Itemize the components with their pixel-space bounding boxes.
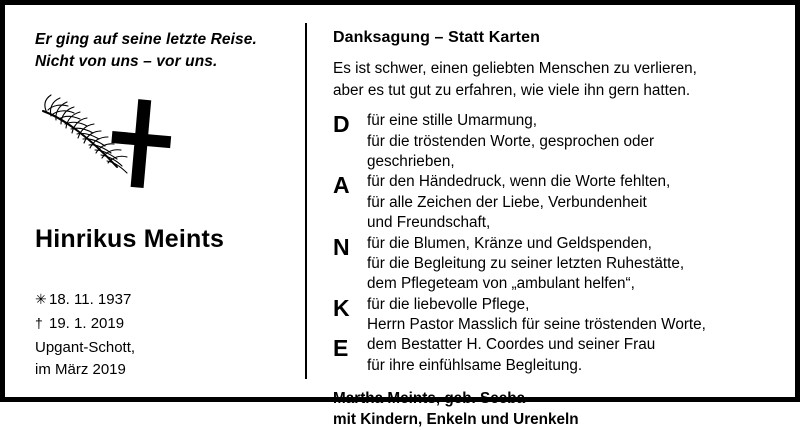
- danke-row: [333, 111, 777, 172]
- page-title: Danksagung – Statt Karten: [333, 29, 540, 46]
- deceased-name: Hinrikus Meints: [35, 225, 225, 253]
- danke-line: für die Begleitung zu seiner letzten Ruhestätte,: [367, 254, 685, 272]
- cross-and-palm-frond-icon: [39, 93, 189, 189]
- danke-row: [333, 234, 777, 295]
- left-column: [5, 5, 305, 397]
- danke-line: für ihre einfühlsame Begleitung.: [367, 356, 583, 374]
- intro-line: Es ist schwer, einen geliebten Menschen zu verlieren,: [333, 60, 697, 77]
- danke-letter: D: [333, 111, 350, 138]
- place-line: im März 2019: [35, 361, 126, 379]
- right-column: [307, 5, 795, 429]
- epitaph: [35, 29, 287, 73]
- danke-line: für alle Zeichen der Liebe, Verbundenheit: [367, 193, 647, 211]
- signature-line: Martha Meints, geb. Seeba: [333, 389, 526, 407]
- signature: [333, 388, 777, 430]
- danke-letter: K: [333, 294, 350, 321]
- epitaph-line: Nicht von uns – vor uns.: [35, 53, 218, 70]
- danke-line: geschrieben,: [367, 153, 455, 171]
- danke-lines: [367, 234, 777, 295]
- epitaph-line: Er ging auf seine letzte Reise.: [35, 31, 257, 48]
- danke-line: und Freundschaft,: [367, 214, 491, 232]
- danke-line: für die Blumen, Kränze und Geldspenden,: [367, 234, 652, 252]
- place-and-date: [35, 337, 287, 384]
- life-dates: [35, 288, 287, 337]
- intro-line: aber es tut gut zu erfahren, wie viele ihn gern hatten.: [333, 81, 691, 99]
- danke-line: für die liebevolle Pflege,: [367, 295, 530, 313]
- death-date: 19. 1. 2019: [49, 315, 125, 333]
- birth-symbol-icon: ✳: [35, 291, 47, 307]
- danke-line: für die tröstenden Worte, gesprochen oder: [367, 132, 655, 150]
- danke-lines: [367, 172, 777, 233]
- danke-row: [333, 335, 777, 376]
- birth-date-row: [35, 288, 287, 312]
- cross-symbol-icon: †: [35, 315, 43, 332]
- danke-row: [333, 172, 777, 233]
- danke-lines: [367, 295, 777, 336]
- danke-letter: N: [333, 233, 350, 260]
- danke-row: [333, 295, 777, 336]
- place-line: Upgant-Schott,: [35, 338, 136, 356]
- danke-lines: [367, 335, 777, 376]
- danke-acrostic: [333, 111, 777, 375]
- intro-text: [333, 58, 777, 101]
- danke-letter: A: [333, 172, 350, 199]
- danke-line: dem Bestatter H. Coordes und seiner Frau: [367, 336, 656, 354]
- danke-letter: E: [333, 335, 349, 362]
- danke-line: dem Pflegeteam von „ambulant helfen“,: [367, 275, 635, 293]
- death-date-row: [35, 312, 287, 336]
- danke-line: für den Händedruck, wenn die Worte fehlten,: [367, 173, 671, 191]
- danke-line: für eine stille Umarmung,: [367, 112, 538, 130]
- birth-date: 18. 11. 1937: [49, 291, 132, 308]
- danke-line: Herrn Pastor Masslich für seine tröstenden Worte,: [367, 315, 706, 333]
- signature-line: mit Kindern, Enkeln und Urenkeln: [333, 411, 579, 429]
- danke-lines: [367, 111, 777, 172]
